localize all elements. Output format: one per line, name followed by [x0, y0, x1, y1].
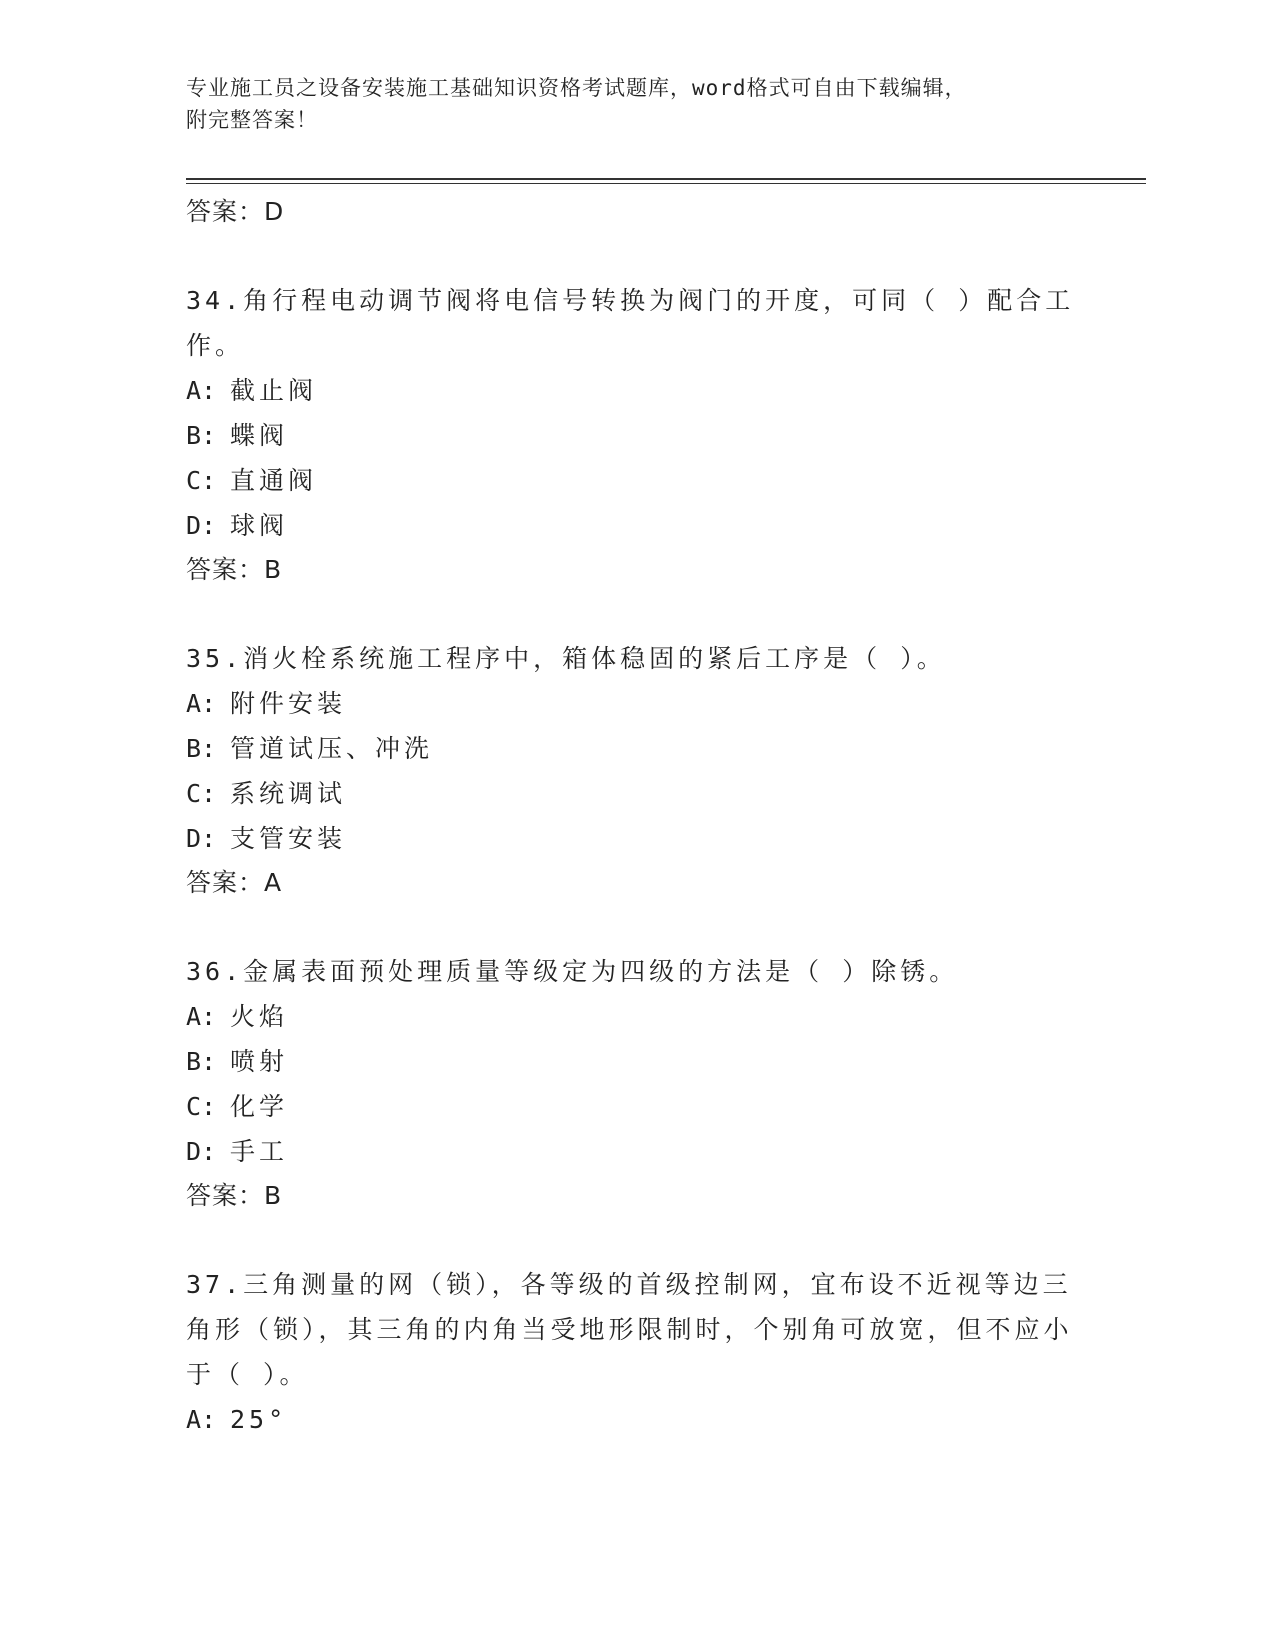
header-divider-thick	[186, 178, 1146, 180]
option-c	[186, 771, 1086, 816]
option-a	[186, 1397, 1086, 1442]
option-text: 喷射	[230, 1047, 289, 1076]
option-text: 化学	[230, 1092, 289, 1121]
header-line-1: 专业施工员之设备安装施工基础知识资格考试题库，word格式可自由下载编辑，	[186, 76, 967, 100]
question-block	[186, 278, 1086, 592]
option-letter: A:	[186, 1405, 217, 1434]
question-block	[186, 949, 1086, 1218]
option-letter: A:	[186, 376, 217, 405]
option-a	[186, 681, 1086, 726]
previous-answer: 答案：D	[186, 197, 285, 226]
option-text: 球阀	[230, 511, 289, 540]
header-divider-thin	[186, 183, 1146, 184]
option-letter: D:	[186, 824, 217, 853]
answer-line: 答案：A	[186, 868, 283, 897]
option-d	[186, 503, 1086, 548]
option-text: 火焰	[230, 1002, 289, 1031]
option-a	[186, 368, 1086, 413]
question-text: 35.消火栓系统施工程序中，箱体稳固的紧后工序是（ ）。	[186, 644, 946, 673]
option-b	[186, 1039, 1086, 1084]
option-text: 支管安装	[230, 824, 347, 853]
option-letter: D:	[186, 511, 217, 540]
option-letter: A:	[186, 689, 217, 718]
question-text: 36.金属表面预处理质量等级定为四级的方法是（ ）除锈。	[186, 957, 959, 986]
option-text: 管道试压、冲洗	[230, 734, 434, 763]
question-block	[186, 1262, 1086, 1442]
option-letter: D:	[186, 1137, 217, 1166]
option-letter: B:	[186, 421, 217, 450]
answer-line: 答案：B	[186, 1181, 283, 1210]
answer-line: 答案：B	[186, 555, 283, 584]
option-text: 蝶阀	[230, 421, 289, 450]
option-text: 手工	[230, 1137, 289, 1166]
option-text: 附件安装	[230, 689, 347, 718]
option-c	[186, 458, 1086, 503]
option-b	[186, 413, 1086, 458]
option-letter: B:	[186, 734, 217, 763]
option-text: 截止阀	[230, 376, 318, 405]
question-text: 37.三角测量的网（锁），各等级的首级控制网，宜布设不近视等边三角形（锁），其三角的内角当受地形限制时，个别角可放宽，但不应小于（ ）。	[186, 1270, 1073, 1389]
option-a	[186, 994, 1086, 1039]
question-list	[186, 190, 1086, 1442]
option-text: 直通阀	[230, 466, 318, 495]
option-c	[186, 1084, 1086, 1129]
option-d	[186, 816, 1086, 861]
option-letter: C:	[186, 466, 217, 495]
option-letter: C:	[186, 1092, 217, 1121]
option-text: 25°	[230, 1405, 288, 1434]
option-d	[186, 1129, 1086, 1174]
option-letter: A:	[186, 1002, 217, 1031]
question-block	[186, 636, 1086, 905]
option-b	[186, 726, 1086, 771]
option-letter: C:	[186, 779, 217, 808]
header-line-2: 附完整答案！	[186, 108, 318, 132]
document-header	[186, 72, 1086, 136]
option-text: 系统调试	[230, 779, 347, 808]
option-letter: B:	[186, 1047, 217, 1076]
question-text: 34.角行程电动调节阀将电信号转换为阀门的开度，可同（ ）配合工作。	[186, 286, 1075, 360]
